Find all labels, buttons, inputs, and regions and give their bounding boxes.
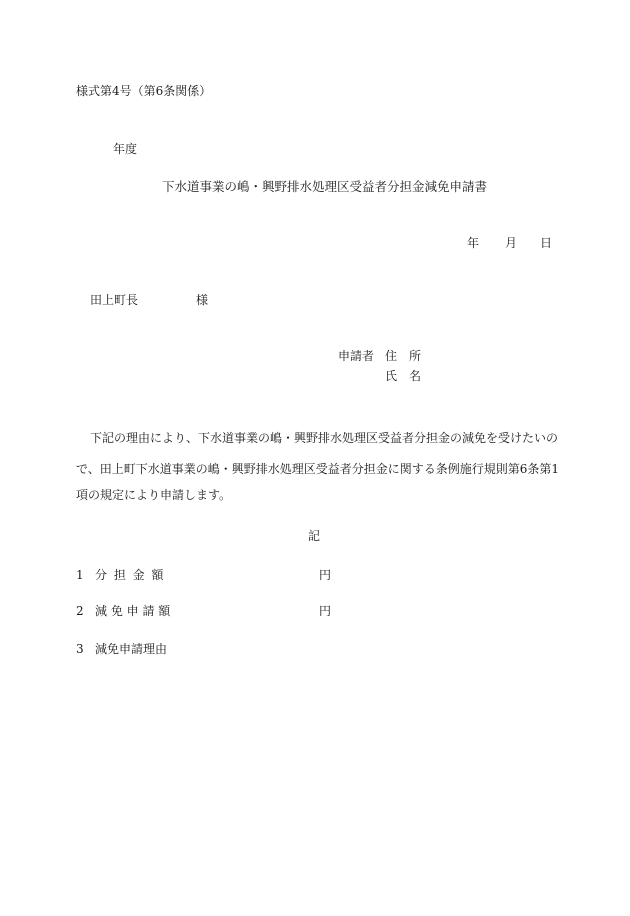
applicant-label: 申請者 (338, 349, 375, 363)
date-month: 月 (505, 236, 518, 250)
body-line-1: 下記の理由により、下水道事業の嶋・興野排水処理区受益者分担金の減免を受けたいの (90, 431, 559, 445)
note-heading: 記 (308, 529, 321, 543)
fiscal-year-label: 年度 (113, 142, 138, 156)
date-day: 日 (540, 236, 553, 250)
item-1-number: 1 (76, 568, 84, 582)
item-1-unit: 円 (319, 568, 332, 582)
item-3-number: 3 (76, 642, 84, 656)
body-line-3: 項の規定により申請します。 (76, 488, 232, 502)
item-2-label: 減 免 申 請 額 (95, 604, 171, 618)
applicant-name-label: 氏 名 (385, 369, 422, 383)
addressee-honorific: 様 (196, 293, 209, 307)
item-1-label: 分 担 金 額 (95, 568, 165, 582)
document-title: 下水道事業の嶋・興野排水処理区受益者分担金減免申請書 (162, 179, 488, 194)
applicant-address-label: 住 所 (385, 349, 422, 363)
form-number: 様式第4号（第6条関係） (76, 84, 212, 98)
addressee-name: 田上町長 (90, 293, 139, 307)
body-line-2: で、田上町下水道事業の嶋・興野排水処理区受益者分担金に関する条例施行規則第6条第1 (76, 462, 560, 476)
item-3-label: 減免申請理由 (95, 642, 168, 656)
item-2-number: 2 (76, 604, 84, 618)
item-2-unit: 円 (319, 604, 332, 618)
date-year: 年 (467, 236, 480, 250)
